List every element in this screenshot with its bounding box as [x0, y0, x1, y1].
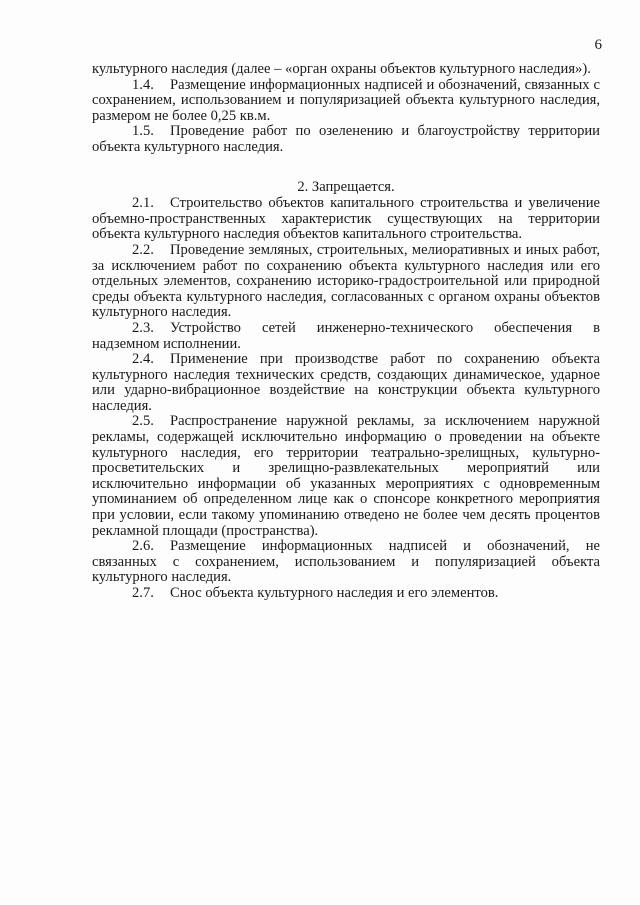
paragraph-text: Устройство сетей инженерно-технического обеспечения в надземном исполнении. — [92, 319, 600, 352]
paragraph-number: 2.6. — [132, 538, 154, 555]
paragraph-2-2 — [92, 243, 600, 321]
paragraph-2-6 — [92, 539, 600, 586]
paragraph-text: Проведение работ по озеленению и благоустройству территории объекта культурного наследия. — [92, 123, 600, 155]
paragraph-number: 2.7. — [132, 585, 154, 601]
paragraph-text: культурного наследия (далее – «орган охраны объектов культурного наследия»). — [92, 61, 591, 77]
paragraph-continuation — [92, 62, 600, 78]
paragraph-text: Размещение информационных надписей и обозначений, не связанных с сохранением, использованием и популяризацией объекта культурного наследия. — [92, 538, 600, 586]
paragraph-number: 2.2. — [132, 241, 154, 258]
paragraph-1-5 — [92, 124, 600, 155]
section-heading: 2. Запрещается. — [297, 178, 395, 195]
paragraph-number: 1.5. — [132, 123, 154, 140]
paragraph-2-3 — [92, 321, 600, 352]
paragraph-2-1 — [92, 196, 600, 243]
paragraph-text: Строительство объектов капитального строительства и увеличение объемно-пространственных характеристик существующих на территории объекта культурного наследия объектов капитального строительства. — [92, 195, 600, 243]
paragraph-number: 2.3. — [132, 319, 154, 336]
paragraph-number: 2.5. — [132, 413, 154, 430]
paragraph-text: Снос объекта культурного наследия и его элементов. — [170, 585, 499, 601]
page-number: 6 — [594, 37, 602, 53]
paragraph-2-7 — [92, 586, 600, 602]
paragraph-number: 2.4. — [132, 351, 154, 368]
paragraph-text: Применение при производстве работ по сохранению объекта культурного наследия технических средств, создающих динамическое, ударное или ударно-вибрационное воздействие на конструкции объекта культурного наследия. — [92, 351, 600, 414]
paragraph-2-4 — [92, 352, 600, 414]
paragraph-1-4 — [92, 78, 600, 125]
document-body — [92, 62, 600, 602]
paragraph-text: Распространение наружной рекламы, за исключением наружной рекламы, содержащей исключительно информацию о проведении на объекте культурного наследия, его территории театрально-зрелищных, культурно-просветительских и зрелищно-развлекательных мероприятий или исключительно информации об указанных мероприятиях с одновременным упоминанием об определенном лице как о спонсоре конкретного мероприятия при условии, если такому упоминанию отведено не более чем десять процентов рекламной площади (пространства). — [92, 413, 600, 539]
paragraph-text: Проведение земляных, строительных, мелиоративных и иных работ, за исключением работ по сохранению объекта культурного наследия или его отдельных элементов, сохранению историко-градостроительной или природной среды объекта культурного наследия, согласованных с органом охраны объектов культурного наследия. — [92, 241, 600, 321]
paragraph-text: Размещение информационных надписей и обозначений, связанных с сохранением, использованием и популяризацией объекта культурного наследия, размером не более 0,25 кв.м. — [92, 76, 600, 124]
paragraph-2-5 — [92, 414, 600, 539]
paragraph-number: 1.4. — [132, 76, 154, 93]
paragraph-number: 2.1. — [132, 195, 154, 212]
